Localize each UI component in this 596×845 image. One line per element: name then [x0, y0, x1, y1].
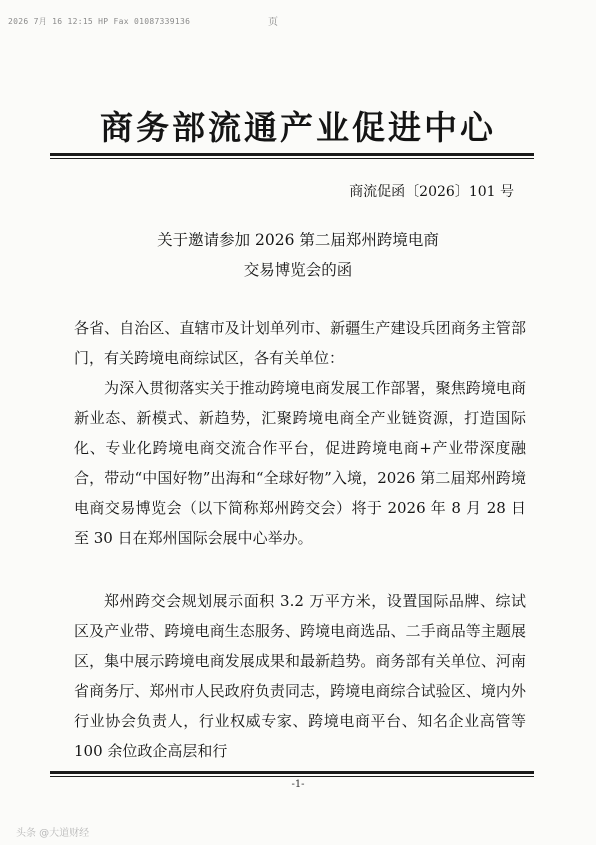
- footer-rule-thin: [50, 776, 534, 777]
- header-rule-thick: [50, 153, 534, 156]
- header-rule-thin: [50, 158, 534, 159]
- page-number: -1-: [291, 779, 305, 790]
- footer-rule-thick: [50, 771, 534, 774]
- document-number: 商流促函〔2026〕101 号: [349, 184, 514, 200]
- document-title-line-1: 关于邀请参加 2026 第二届郑州跨境电商: [157, 231, 439, 249]
- addressee-text: 各省、自治区、直辖市及计划单列市、新疆生产建设兵团商务主管部门，有关跨境电商综试区，各有关单位：: [74, 319, 526, 367]
- addressee: [74, 313, 526, 373]
- watermark: 头条 @大道财经: [16, 828, 90, 839]
- fax-page-mark: 页: [268, 17, 278, 28]
- body-paragraph-1: [74, 373, 526, 553]
- document-title-line-2: 交易博览会的函: [243, 261, 353, 279]
- fax-header: 2026 7月 16 12:15 HP Fax 01087339136: [8, 17, 191, 26]
- paragraph-text: 为深入贯彻落实关于推动跨境电商发展工作部署，聚焦跨境电商新业态、新模式、新趋势，汇聚跨境电商全产业链资源，打造国际化、专业化跨境电商交流合作平台，促进跨境电商+产业带深度融合，带动“中国好物”出海和“全球好物”入境，2026 第二届郑州跨境电商交易博览会（以下简称郑州跨交会）将于 2026 年 8 月 28 日至 30 日在郑州国际会展中心举办。: [74, 379, 526, 547]
- paragraph-text: 郑州跨交会规划展示面积 3.2 万平方米，设置国际品牌、综试区及产业带、跨境电商生态服务、跨境电商选品、二手商品等主题展区，集中展示跨境电商发展成果和最新趋势。商务部有关单位、河南省商务厅、郑州市人民政府负责同志，跨境电商综合试验区、境内外行业协会负责人，行业权威专家、跨境电商平台、知名企业高管等 100 余位政企高层和行: [74, 592, 526, 760]
- organization-title: 商务部流通产业促进中心: [100, 108, 496, 147]
- body-paragraph-2: [74, 586, 526, 766]
